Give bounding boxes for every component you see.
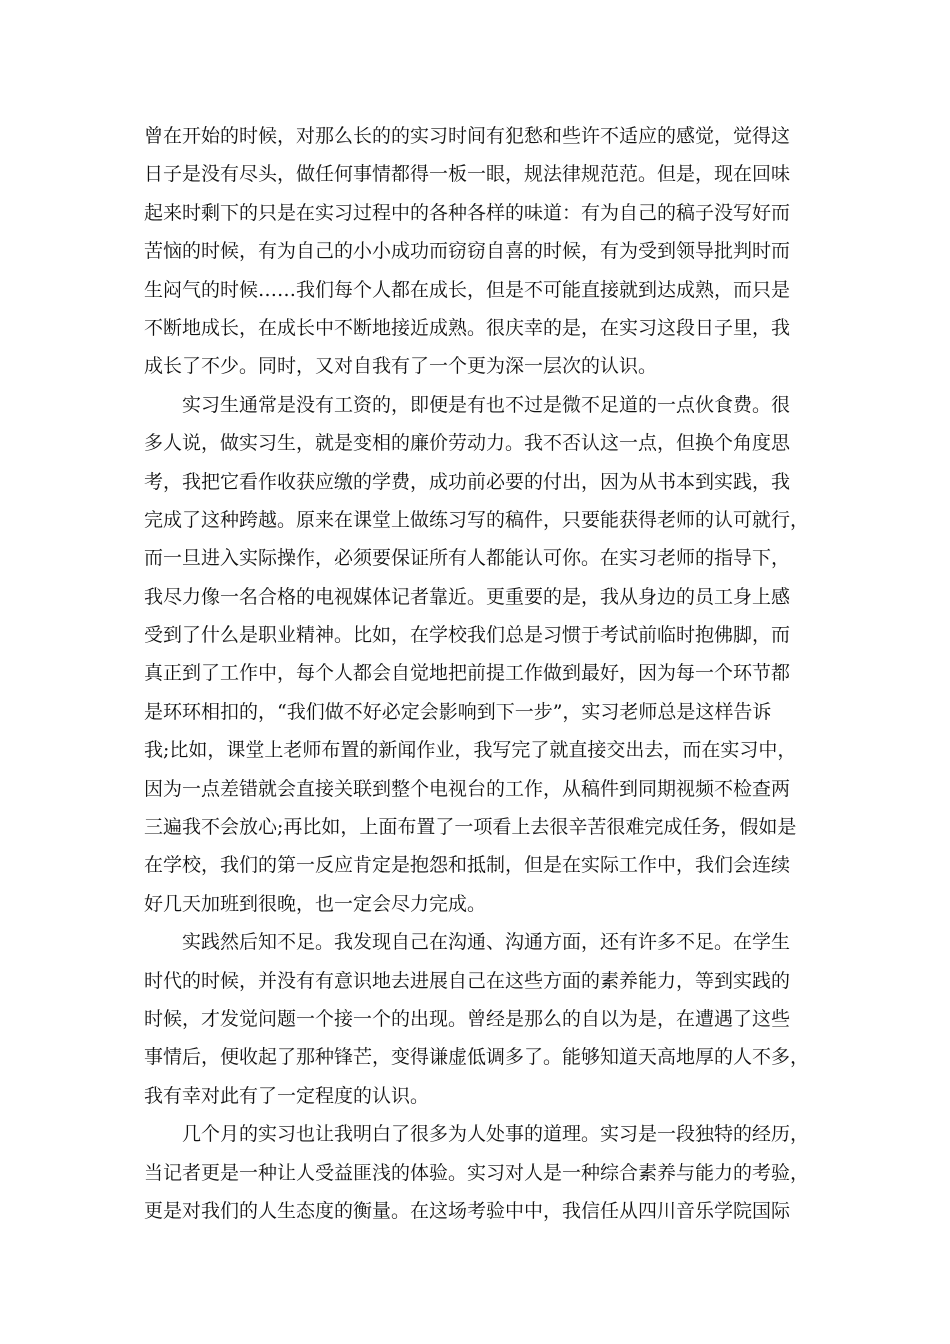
paragraph-3 (144, 923, 810, 1115)
document-body (144, 117, 810, 1230)
text-line: 三遍我不会放心;再比如，上面布置了一项看上去很辛苦很难完成任务，假如是 (144, 816, 797, 839)
text-line: 考，我把它看作收获应缴的学费，成功前必要的付出，因为从书本到实践，我 (144, 470, 791, 493)
text-line: 时候，才发觉问题一个接一个的出现。曾经是那么的自以为是，在遭遇了这些 (144, 1007, 791, 1030)
text-line: 是环环相扣的，“我们做不好必定会影响到下一步”，实习老师总是这样告诉 (144, 700, 772, 723)
text-line: 更是对我们的人生态度的衡量。在这场考验中中，我信任从四川音乐学院国际 (144, 1199, 791, 1222)
text-line: 生闷气的时候……我们每个人都在成长，但是不可能直接就到达成熟，而只是 (144, 278, 791, 301)
text-line: 实习生通常是没有工资的，即便是有也不过是微不足道的一点伙食费。很 (144, 393, 791, 416)
text-line: 受到了什么是职业精神。比如，在学校我们总是习惯于考试前临时抱佛脚，而 (144, 624, 791, 647)
text-line: 多人说，做实习生，就是变相的廉价劳动力。我不否认这一点，但换个角度思 (144, 432, 791, 455)
text-line: 我尽力像一名合格的电视媒体记者靠近。更重要的是，我从身边的员工身上感 (144, 585, 791, 608)
text-line: 几个月的实习也让我明白了很多为人处事的道理。实习是一段独特的经历， (144, 1123, 810, 1146)
text-line: 成长了不少。同时，又对自我有了一个更为深一层次的认识。 (144, 355, 658, 378)
text-line: 在学校，我们的第一反应肯定是抱怨和抵制，但是在实际工作中，我们会连续 (144, 854, 791, 877)
text-line: 起来时剩下的只是在实习过程中的各种各样的味道：有为自己的稿子没写好而 (144, 201, 791, 224)
text-line: 实践然后知不足。我发现自己在沟通、沟通方面，还有许多不足。在学生 (144, 931, 791, 954)
text-line: 时代的时候，并没有有意识地去进展自己在这些方面的素养能力，等到实践的 (144, 969, 791, 992)
text-line: 而一旦进入实际操作，必须要保证所有人都能认可你。在实习老师的指导下， (144, 547, 791, 570)
text-line: 曾在开始的时候，对那么长的的实习时间有犯愁和些许不适应的感觉，觉得这 (144, 125, 791, 147)
text-line: 我有幸对此有了一定程度的认识。 (144, 1084, 430, 1107)
text-line: 真正到了工作中，每个人都会自觉地把前提工作做到最好，因为每一个环节都 (144, 662, 791, 685)
text-line: 因为一点差错就会直接关联到整个电视台的工作，从稿件到同期视频不检查两 (144, 777, 791, 800)
text-line: 事情后，便收起了那种锋芒，变得谦虚低调多了。能够知道天高地厚的人不多， (144, 1046, 810, 1069)
text-line: 完成了这种跨越。原来在课堂上做练习写的稿件，只要能获得老师的认可就行， (144, 508, 810, 531)
text-line: 不断地成长，在成长中不断地接近成熟。很庆幸的是，在实习这段日子里，我 (144, 316, 791, 339)
text-line: 我;比如，课堂上老师布置的新闻作业，我写完了就直接交出去，而在实习中， (144, 739, 797, 762)
paragraph-1 (144, 117, 804, 386)
paragraph-4 (144, 1115, 810, 1230)
paragraph-2 (144, 386, 810, 923)
text-line: 当记者更是一种让人受益匪浅的体验。实习对人是一种综合素养与能力的考验， (144, 1161, 810, 1184)
text-line: 日子是没有尽头，做任何事情都得一板一眼，规法律规范范。但是，现在回味 (144, 163, 791, 186)
text-line: 苦恼的时候，有为自己的小小成功而窃窃自喜的时候，有为受到领导批判时而 (144, 240, 791, 263)
text-line: 好几天加班到很晚，也一定会尽力完成。 (144, 892, 487, 915)
